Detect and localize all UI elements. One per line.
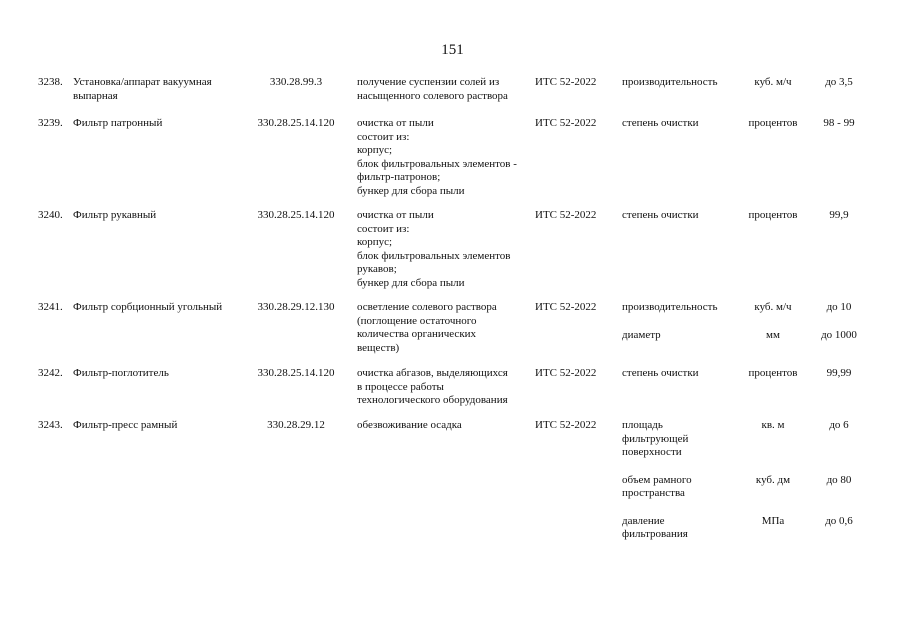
its-reference: ИТС 52-2022 — [535, 301, 597, 313]
equipment-purpose-line: корпус; — [357, 144, 393, 156]
row-number: 3241. — [38, 301, 63, 313]
equipment-purpose-line: осветление солевого раствора — [357, 301, 497, 313]
its-reference: ИТС 52-2022 — [535, 209, 597, 221]
equipment-name-line: Фильтр-поглотитель — [73, 367, 169, 379]
equipment-purpose-line: блок фильтровальных элементов — [357, 249, 511, 262]
page-number: 151 — [441, 42, 464, 58]
parameter-value: до 1000 — [821, 328, 857, 341]
equipment-purpose-line: рукавов; — [357, 263, 397, 275]
parameter-value: 99,99 — [826, 367, 852, 379]
parameter-unit: кв. м — [761, 419, 785, 431]
parameter-value: до 6 — [829, 419, 849, 431]
parameter-unit: процентов — [748, 209, 798, 221]
okpd-code: 330.28.25.14.120 — [257, 117, 335, 129]
equipment-name — [73, 419, 248, 433]
equipment-name — [73, 367, 248, 381]
equipment-name — [73, 301, 248, 315]
equipment-purpose-line: состоит из: — [357, 130, 410, 143]
parameter-name-line: степень очистки — [622, 367, 699, 379]
equipment-purpose-line: фильтр-патронов; — [357, 171, 441, 183]
equipment-name-line: выпарная — [73, 89, 118, 102]
equipment-purpose-line: получение суспензии солей из — [357, 76, 500, 88]
parameter-value: до 10 — [826, 301, 852, 313]
equipment-name-line: Фильтр рукавный — [73, 209, 157, 221]
parameter-name-line: фильтрующей — [622, 432, 689, 445]
equipment-purpose-line: очистка от пыли — [357, 209, 434, 221]
okpd-code: 330.28.29.12 — [267, 419, 325, 431]
okpd-code: 330.28.25.14.120 — [257, 367, 335, 379]
parameter-name-line: пространства — [622, 487, 685, 499]
equipment-purpose-line: насыщенного солевого раствора — [357, 89, 508, 102]
row-number: 3238. — [38, 76, 63, 88]
parameter-name — [622, 209, 734, 223]
parameter-name-line: производительность — [622, 76, 718, 88]
equipment-purpose-line: количества органических — [357, 328, 477, 340]
equipment-purpose-line: технологического оборудования — [357, 394, 508, 406]
equipment-purpose-line: бункер для сбора пыли — [357, 184, 465, 197]
its-reference: ИТС 52-2022 — [535, 76, 597, 88]
parameter-unit: МПа — [761, 514, 785, 527]
equipment-purpose — [357, 301, 529, 355]
equipment-purpose-line: очистка абгазов, выделяющихся — [357, 367, 508, 379]
equipment-name-line: Фильтр сорбционный угольный — [73, 301, 223, 313]
parameter-value: до 80 — [826, 473, 852, 486]
parameter-unit: куб. м/ч — [754, 76, 792, 88]
equipment-purpose-line: бункер для сбора пыли — [357, 276, 465, 289]
okpd-code: 330.28.29.12.130 — [257, 301, 335, 313]
equipment-name-line: Фильтр-пресс рамный — [73, 419, 178, 431]
parameter-name — [622, 301, 734, 315]
equipment-purpose — [357, 117, 529, 198]
parameter-unit: процентов — [748, 367, 798, 379]
its-reference: ИТС 52-2022 — [535, 419, 597, 431]
parameter-name-line: степень очистки — [622, 117, 699, 129]
equipment-purpose-line: блок фильтровальных элементов - — [357, 157, 517, 170]
equipment-purpose — [357, 209, 529, 290]
equipment-purpose — [357, 76, 529, 103]
equipment-purpose-line: очистка от пыли — [357, 117, 434, 129]
parameter-name — [622, 117, 734, 131]
equipment-name — [73, 76, 248, 103]
equipment-purpose — [357, 419, 529, 433]
equipment-purpose-line: состоит из: — [357, 222, 410, 235]
row-number: 3242. — [38, 367, 63, 379]
parameter-name — [622, 367, 734, 381]
parameter-value: до 0,6 — [825, 514, 853, 527]
row-number: 3243. — [38, 419, 63, 431]
its-reference: ИТС 52-2022 — [535, 367, 597, 379]
parameter-name — [622, 329, 734, 343]
parameter-unit: мм — [766, 328, 780, 341]
parameter-name-line: диаметр — [622, 328, 661, 341]
parameter-unit: куб. дм — [755, 473, 791, 486]
equipment-name — [73, 117, 248, 131]
parameter-name-line: площадь — [622, 419, 663, 431]
row-number: 3239. — [38, 117, 63, 129]
equipment-purpose-line: веществ) — [357, 341, 400, 354]
parameter-name — [622, 419, 734, 460]
parameter-value: 98 - 99 — [823, 117, 855, 129]
okpd-code: 330.28.25.14.120 — [257, 209, 335, 221]
its-reference: ИТС 52-2022 — [535, 117, 597, 129]
equipment-purpose-line: корпус; — [357, 236, 393, 248]
equipment-purpose-line: в процессе работы — [357, 380, 444, 393]
parameter-name-line: объем рамного — [622, 473, 692, 486]
row-number: 3240. — [38, 209, 63, 221]
equipment-name-line: Установка/аппарат вакуумная — [73, 76, 212, 88]
parameter-name-line: давление — [622, 514, 665, 527]
parameter-name — [622, 76, 734, 90]
parameter-value: до 3,5 — [825, 76, 853, 88]
equipment-name-line: Фильтр патронный — [73, 117, 163, 129]
parameter-value: 99,9 — [829, 209, 849, 221]
okpd-code: 330.28.99.3 — [269, 76, 323, 88]
equipment-purpose-line: обезвоживание осадка — [357, 419, 462, 431]
parameter-name-line: производительность — [622, 301, 718, 313]
parameter-unit: куб. м/ч — [754, 301, 792, 313]
parameter-name-line: фильтрования — [622, 528, 688, 540]
parameter-name-line: поверхности — [622, 446, 682, 458]
equipment-name — [73, 209, 248, 223]
parameter-unit: процентов — [748, 117, 798, 129]
parameter-name-line: степень очистки — [622, 209, 699, 221]
equipment-purpose-line: (поглощение остаточного — [357, 314, 477, 327]
equipment-purpose — [357, 367, 529, 408]
parameter-name — [622, 474, 734, 501]
parameter-name — [622, 515, 734, 542]
